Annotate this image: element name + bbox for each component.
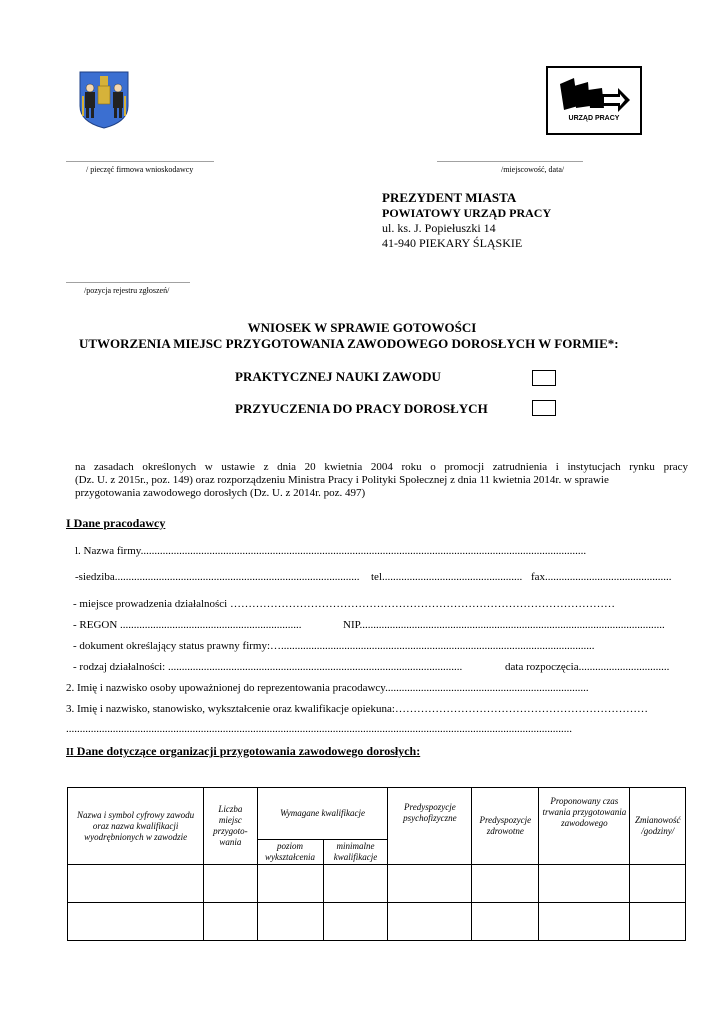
section-2-title: Dane dotyczące organizacji przygotowania zawodowego dorosłych: <box>73 744 421 758</box>
table-cell[interactable] <box>204 903 257 941</box>
representative-field[interactable]: 2. Imię i nazwisko osoby upoważnionej do reprezentowania pracodawcy.......................................................................... <box>66 682 589 694</box>
table-cell[interactable] <box>257 865 323 903</box>
registry-label: /pozycja rejestru zgłoszeń/ <box>84 286 170 295</box>
table-cell[interactable] <box>204 865 257 903</box>
table-cell[interactable] <box>472 865 539 903</box>
coat-of-arms-logo <box>78 70 130 130</box>
registry-dotted-line: .............................................................. <box>66 276 190 285</box>
stamp-dotted-line: .......................................................................... <box>66 155 214 164</box>
business-place-field[interactable]: - miejsce prowadzenia działalności …………………………………………………………………………………………… <box>73 598 615 610</box>
table-cell[interactable] <box>68 865 204 903</box>
nip-field[interactable]: NIP............................................................................................................... <box>343 619 665 631</box>
header-required-qualifications: Wymagane kwalifikacje <box>257 788 388 840</box>
business-type-field[interactable]: - rodzaj działalności: ........................................................................................................... <box>73 661 463 673</box>
recipient-line-3: ul. ks. J. Popiełuszki 14 <box>382 221 496 235</box>
table-cell[interactable] <box>630 865 686 903</box>
table-cell[interactable] <box>472 903 539 941</box>
place-date-dotted-line: ......................................................................... <box>437 155 583 164</box>
table-cell[interactable] <box>630 903 686 941</box>
form-title-line-2: UTWORZENIA MIEJSC PRZYGOTOWANIA ZAWODOWEGO DOROSŁYCH W FORMIE*: <box>79 336 619 351</box>
option-adult-training-label: PRZYUCZENIA DO PRACY DOROSŁYCH <box>235 401 488 416</box>
header-minimum-qualifications: minimalne kwalifikacje <box>323 840 388 865</box>
legal-basis-line-2: (Dz. U. z 2015r., poz. 149) oraz rozporządzeniu Ministra Pracy i Polityki Społecznej z dnia 11 kwietnia 2014r. w sprawie <box>75 474 609 486</box>
table-cell[interactable] <box>388 865 472 903</box>
firm-name-field[interactable]: l. Nazwa firmy.................................................................................................................................................................. <box>75 545 587 557</box>
table-cell[interactable] <box>539 865 630 903</box>
supervisor-field[interactable]: 3. Imię i nazwisko, stanowisko, wykształcenie oraz kwalifikacje opiekuna:…………………………………………………………… <box>66 703 648 715</box>
recipient-line-2: POWIATOWY URZĄD PRACY <box>382 206 552 220</box>
option-practical-training-label: PRAKTYCZNEJ NAUKI ZAWODU <box>235 369 441 384</box>
legal-basis-line-3: przygotowania zawodowego dorosłych (Dz. U. z 2014r. poz. 497) <box>75 487 366 499</box>
header-duration: Proponowany czas trwania przygotowania zawodowego <box>539 788 630 865</box>
legal-status-document-field[interactable]: - dokument określający status prawny firmy:….................................................................................................................. <box>73 640 595 652</box>
table-cell[interactable] <box>539 903 630 941</box>
start-date-field[interactable]: data rozpoczęcia................................. <box>505 661 670 673</box>
legal-basis-line-1: na zasadach określonych w ustawie z dnia 20 kwietnia 2004 roku o promocji zatrudnienia i instytucjach rynku pracy <box>75 461 688 473</box>
recipient-line-1: PREZYDENT MIASTA <box>382 190 517 205</box>
section-1-heading: I Dane pracodawcy <box>66 516 166 530</box>
phone-field[interactable]: tel................................................... <box>371 571 523 583</box>
section-2-number: II <box>66 747 74 758</box>
regon-field[interactable]: - REGON .................................................................. <box>73 619 302 631</box>
stamp-label: / pieczęć firmowa wnioskodawcy <box>86 165 194 174</box>
header-health: Predyspozycje zdrowotne <box>472 788 539 865</box>
form-title-line-1: WNIOSEK W SPRAWIE GOTOWOŚCI <box>247 320 477 335</box>
recipient-line-4: 41-940 PIEKARY ŚLĄSKIE <box>382 236 523 250</box>
table-cell[interactable] <box>257 903 323 941</box>
urzad-pracy-logo <box>546 66 642 135</box>
training-requirements-table <box>67 787 686 941</box>
table-cell[interactable] <box>323 865 388 903</box>
header-education-level: poziom wykształcenia <box>257 840 323 865</box>
header-psychophysical: Predyspozycje psychofizyczne <box>388 788 472 865</box>
supervisor-continuation-field[interactable]: ........................................................................................................................................................................................ <box>66 723 572 735</box>
header-places-count: Liczba miejsc przygoto-wania <box>204 788 257 865</box>
table-row <box>68 865 686 903</box>
option-practical-training-checkbox[interactable] <box>532 370 556 386</box>
option-adult-training-checkbox[interactable] <box>532 400 556 416</box>
place-date-label: /miejscowość, data/ <box>501 165 565 174</box>
urzad-pracy-logo-text: URZĄD PRACY <box>568 115 620 122</box>
header-shifts: Zmianowość /godziny/ <box>630 788 686 865</box>
table-cell[interactable] <box>388 903 472 941</box>
header-occupation: Nazwa i symbol cyfrowy zawodu oraz nazwa kwalifikacji wyodrębnionych w zawodzie <box>68 788 204 865</box>
table-row <box>68 903 686 941</box>
table-cell[interactable] <box>68 903 204 941</box>
section-2-heading <box>66 744 420 759</box>
fax-field[interactable]: fax.............................................. <box>531 571 672 583</box>
table-cell[interactable] <box>323 903 388 941</box>
seat-field[interactable]: -siedziba......................................................................................... <box>75 571 360 583</box>
